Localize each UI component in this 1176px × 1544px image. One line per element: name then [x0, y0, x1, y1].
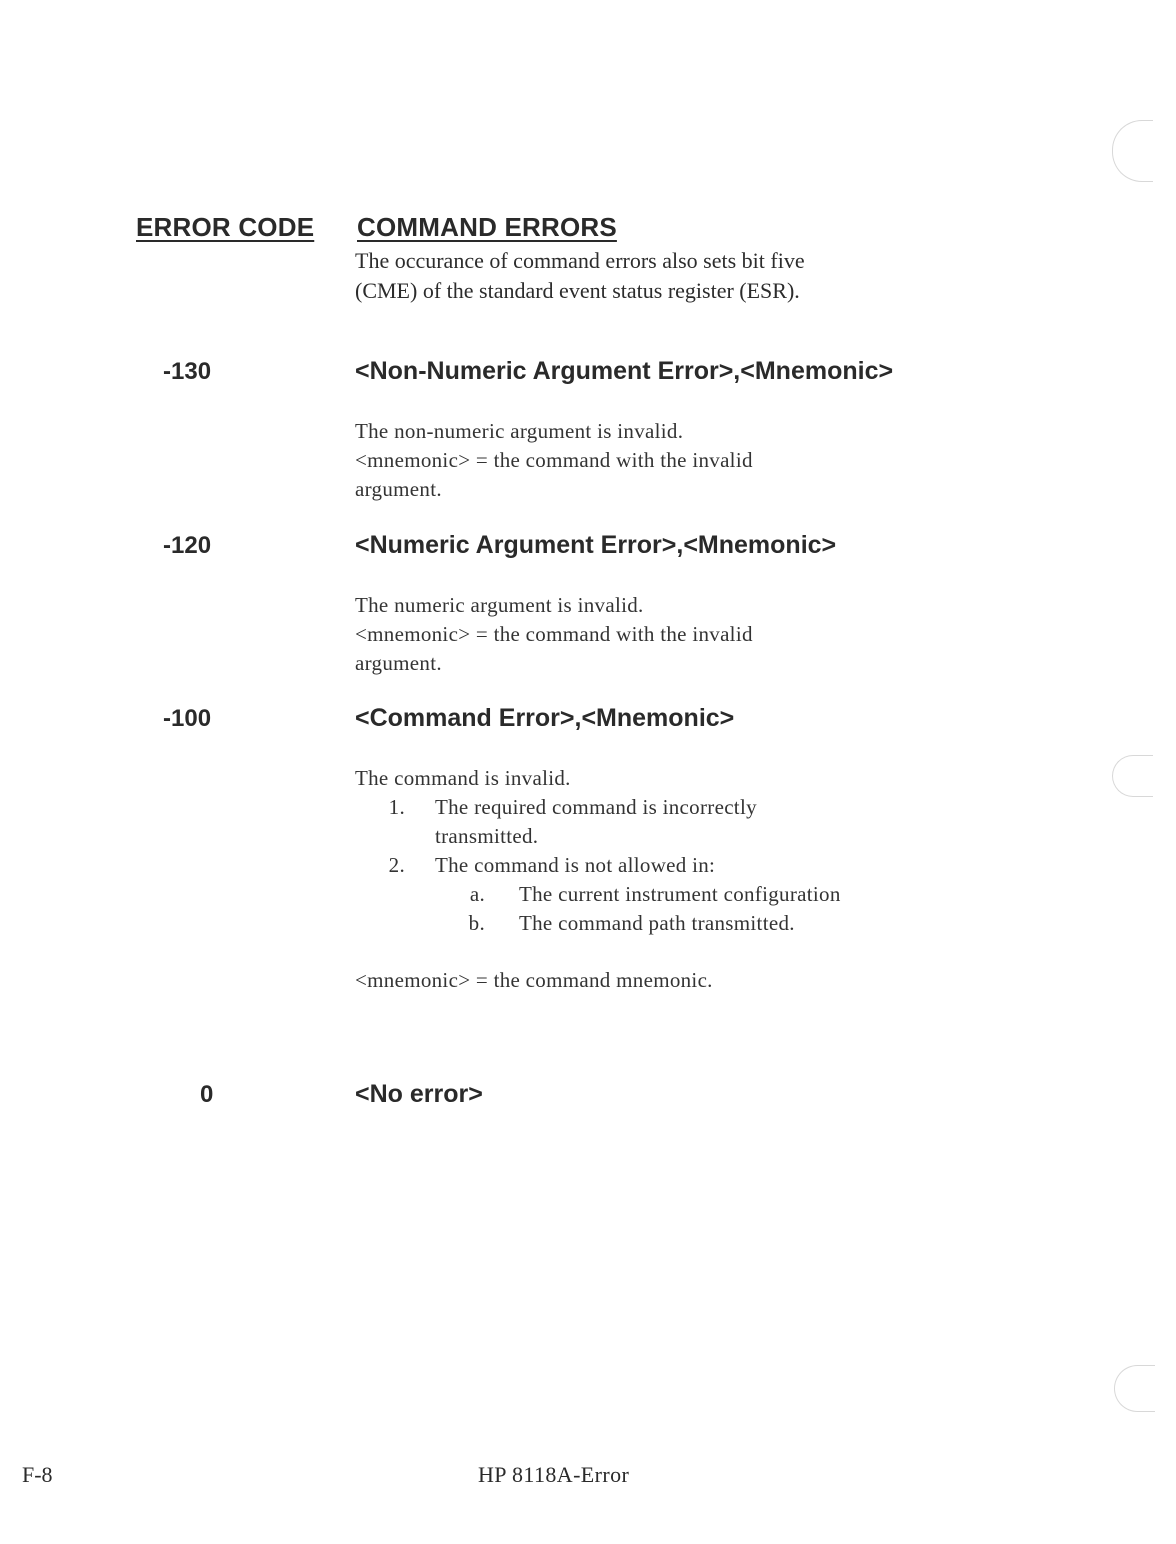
- sub-list-marker: a.: [469, 882, 485, 906]
- description-footnote: <mnemonic> = the command mnemonic.: [355, 968, 713, 992]
- error-title: <Command Error>,<Mnemonic>: [355, 704, 735, 732]
- intro-line: (CME) of the standard event status register (ESR).: [355, 278, 800, 303]
- section-title: COMMAND ERRORS: [357, 212, 617, 242]
- list-item-line: transmitted.: [435, 824, 539, 848]
- list-marker: 1.: [388, 795, 405, 819]
- sub-list-item: [355, 880, 975, 909]
- binder-hole-mark: [1112, 755, 1153, 797]
- description-line: <mnemonic> = the command with the invalid: [355, 448, 753, 472]
- error-code-column-header: ERROR CODE: [136, 212, 315, 242]
- description-line: <mnemonic> = the command with the invalid: [355, 622, 753, 646]
- sub-list-item: [355, 909, 975, 938]
- section-intro: [355, 246, 975, 306]
- error-code: 0: [200, 1081, 214, 1108]
- list-item: [355, 851, 975, 880]
- sub-list-item-text: The current instrument configuration: [519, 882, 841, 906]
- sub-list-item-text: The command path transmitted.: [519, 911, 795, 935]
- sub-list-marker: b.: [468, 911, 485, 935]
- intro-line: The occurance of command errors also sets bit five: [355, 248, 805, 273]
- page-number: F-8: [22, 1462, 53, 1487]
- spacer: [355, 938, 975, 966]
- error-description: [355, 764, 975, 995]
- list-item-text: The command is not allowed in:: [435, 853, 716, 877]
- error-title: <No error>: [355, 1080, 483, 1108]
- list-item-text: [435, 793, 757, 851]
- error-title: <Non-Numeric Argument Error>,<Mnemonic>: [355, 357, 894, 385]
- description-line: The non-numeric argument is invalid.: [355, 419, 684, 443]
- document-title: HP 8118A-Error: [478, 1462, 630, 1487]
- error-title: <Numeric Argument Error>,<Mnemonic>: [355, 531, 837, 559]
- binder-hole-mark: [1112, 120, 1153, 182]
- list-item: [355, 793, 975, 851]
- description-line: argument.: [355, 477, 442, 501]
- description-line: argument.: [355, 651, 442, 675]
- error-code: -120: [163, 532, 212, 559]
- list-marker: 2.: [388, 853, 405, 877]
- binder-hole-mark: [1114, 1365, 1155, 1412]
- error-code: -130: [163, 358, 212, 385]
- error-code: -100: [163, 705, 212, 732]
- list-item-line: The required command is incorrectly: [435, 795, 757, 819]
- error-description: [355, 591, 915, 678]
- description-line: The numeric argument is invalid.: [355, 593, 644, 617]
- description-line: The command is invalid.: [355, 766, 571, 790]
- error-description: [355, 417, 915, 504]
